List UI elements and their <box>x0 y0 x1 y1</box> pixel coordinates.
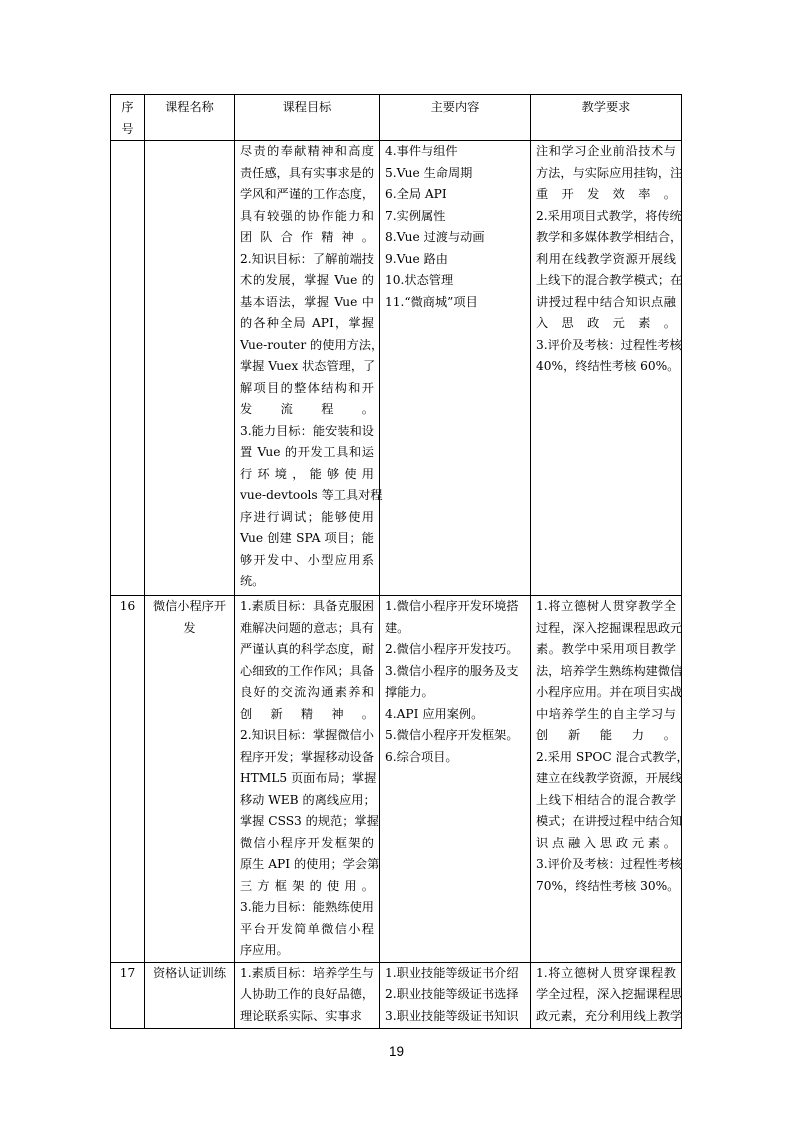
cell-line: 资格认证训练 <box>152 965 227 980</box>
teaching-requirement <box>531 596 689 963</box>
cell-line: 掌握 CSS3 的规范；掌握 <box>240 814 379 828</box>
cell-line: 7.实例属性 <box>385 208 446 223</box>
cell-line: 统。 <box>240 574 265 588</box>
row-number: 17 <box>111 962 145 1028</box>
cell-line: 模式；在讲授过程中结合知 <box>536 814 683 828</box>
main-content <box>380 962 531 1028</box>
cell-line: 2.知识目标：了解前端技 <box>240 251 374 266</box>
header-main-content: 主要内容 <box>380 95 531 141</box>
cell-line: 2.知识目标：掌握微信小 <box>240 728 374 742</box>
cell-line: 4.事件与组件 <box>385 144 458 158</box>
cell-line: 3.能力目标：能熟练使用 <box>240 900 374 914</box>
cell-line: 70%，终结性考核 30%。 <box>536 878 680 893</box>
cell-line: Vue 创建 SPA 项目；能 <box>240 531 374 545</box>
cell-line: 团队合作精神。 <box>240 230 374 244</box>
cell-line: 的各种全局 API，掌握 <box>240 316 374 330</box>
cell-line: 1.职业技能等级证书介绍 <box>385 965 519 980</box>
cell-line: 创新能力。 <box>536 728 676 742</box>
cell-line: 够开发中、小型应用系 <box>240 552 374 567</box>
main-content <box>380 141 531 596</box>
cell-line: 学全过程，深入挖掘课程思 <box>536 987 683 1001</box>
teaching-requirement <box>531 962 682 1028</box>
cell-line: 发 <box>183 620 196 635</box>
cell-line: 素。教学中采用项目教学 <box>536 642 676 656</box>
course-name <box>145 141 235 596</box>
cell-line: 基本语法，掌握 Vue 中 <box>240 294 374 309</box>
header-no-line-2: 号 <box>121 121 134 136</box>
cell-line: 原生 API 的使用；学会第 <box>240 857 380 871</box>
cell-line: 1.将立德树人贯穿教学全 <box>536 599 676 613</box>
cell-line: 重开发效率。 <box>536 187 676 201</box>
table-row <box>111 141 682 596</box>
cell-line: 2.职业技能等级证书选择 <box>385 987 519 1001</box>
header-course-name: 课程名称 <box>145 95 235 141</box>
cell-line: vue-devtools 等工具对程 <box>240 488 383 502</box>
header-teaching-requirement: 教学要求 <box>531 95 682 141</box>
cell-line: 解项目的整体结构和开 <box>240 380 374 395</box>
cell-line: 9.Vue 路由 <box>385 251 448 266</box>
cell-line: 创新精神。 <box>240 706 374 721</box>
course-objective <box>235 141 384 596</box>
cell-line: 建。 <box>385 620 410 635</box>
cell-line: 1.将立德树人贯穿课程教 <box>536 965 676 980</box>
cell-line: 具有较强的协作能力和 <box>240 208 374 223</box>
cell-line: 讲授过程中结合知识点融 <box>536 294 676 309</box>
cell-line: 5.微信小程序开发框架。 <box>385 728 519 742</box>
cell-line: 上线下相结合的混合教学 <box>536 792 676 807</box>
cell-line: 3.评价及考核：过程性考核 <box>536 857 682 871</box>
page-number: 19 <box>388 1044 405 1059</box>
cell-line: 6.综合项目。 <box>385 749 458 764</box>
cell-line: 3.职业技能等级证书知识 <box>385 1008 519 1023</box>
cell-line: 注和学习企业前沿技术与 <box>536 144 676 158</box>
cell-line: 尽责的奉献精神和高度 <box>240 144 374 158</box>
cell-line: 3.微信小程序的服务及支 <box>385 663 519 678</box>
cell-line: 序进行调试；能够使用 <box>240 509 374 524</box>
cell-line: Vue-router 的使用方法， <box>240 337 384 352</box>
cell-line: 1.素质目标：培养学生与 <box>240 965 374 980</box>
course-table <box>110 94 689 1029</box>
cell-line: 10.状态管理 <box>385 273 454 287</box>
cell-line: 严谨认真的科学态度，耐 <box>240 642 375 656</box>
cell-line: 人协助工作的良好品德， <box>240 987 375 1001</box>
cell-line: 术的发展，掌握 Vue 的 <box>240 273 374 287</box>
cell-line: 良好的交流沟通素养和 <box>240 685 374 699</box>
cell-line: 理论联系实际、实事求 <box>240 1008 362 1023</box>
course-objective <box>235 596 380 963</box>
cell-line: 3.评价及考核：过程性考核 <box>536 337 682 352</box>
cell-line: 小程序应用。并在项目实战 <box>536 685 683 699</box>
cell-line: 学风和严谨的工作态度， <box>240 187 375 201</box>
cell-line: 1.微信小程序开发环境搭 <box>385 599 519 613</box>
cell-line: 6.全局 API <box>385 187 447 201</box>
cell-line: 11.“微商城”项目 <box>385 294 478 309</box>
cell-line: 政元素，充分利用线上教学 <box>536 1008 683 1023</box>
cell-line: 法，培养学生熟练构建微信 <box>536 663 683 678</box>
main-content <box>380 596 531 963</box>
cell-line: 程序开发；掌握移动设备 <box>240 749 375 764</box>
cell-line: 难解决问题的意志；具有 <box>240 620 375 635</box>
cell-line: 4.API 应用案例。 <box>385 706 484 721</box>
cell-line: 2.采用项目式教学，将传统 <box>536 208 682 223</box>
cell-line: 发流程。 <box>240 402 374 416</box>
cell-line: 3.能力目标：能安装和设 <box>240 423 374 438</box>
cell-line: 责任感，具有实事求是的 <box>240 165 375 180</box>
cell-line: 5.Vue 生命周期 <box>385 165 473 180</box>
table-row <box>111 962 682 1028</box>
cell-line: 置 Vue 的开发工具和运 <box>240 445 374 459</box>
header-no-line-1: 序 <box>121 100 134 114</box>
cell-line: 掌握 Vuex 状态管理，了 <box>240 359 376 373</box>
cell-line: 建立在线教学资源，开展线 <box>536 771 683 785</box>
cell-line: 识点融入思政元素。 <box>536 835 676 850</box>
cell-line: 2.微信小程序开发技巧。 <box>385 642 519 656</box>
cell-line: 入思政元素。 <box>536 316 676 330</box>
cell-line: 微信小程序开发框架的 <box>240 835 374 850</box>
cell-line: 平台开发简单微信小程 <box>240 921 374 936</box>
cell-line: HTML5 页面布局；掌握 <box>240 771 377 785</box>
cell-line: 上线下的混合教学模式；在 <box>536 273 683 287</box>
cell-line: 方法，与实际应用挂钩，注 <box>536 165 683 180</box>
course-name <box>145 962 235 1028</box>
cell-line: 移动 WEB 的离线应用； <box>240 792 376 807</box>
cell-line: 中培养学生的自主学习与 <box>536 706 676 721</box>
header-course-objective: 课程目标 <box>235 95 380 141</box>
cell-line: 利用在线教学资源开展线 <box>536 251 676 266</box>
header-no <box>111 95 145 141</box>
table-row <box>111 596 682 963</box>
row-number <box>111 141 145 596</box>
cell-line: 过程，深入挖掘课程思政元 <box>536 620 683 635</box>
cell-line: 序应用。 <box>240 943 289 957</box>
course-objective <box>235 962 380 1028</box>
cell-line: 微信小程序开 <box>152 599 227 613</box>
table-header-row <box>111 95 682 141</box>
cell-line: 2.采用 SPOC 混合式教学， <box>536 749 689 764</box>
cell-line: 心细致的工作作风；具备 <box>240 663 375 678</box>
cell-line: 教学和多媒体教学相结合， <box>536 230 683 244</box>
cell-line: 三方框架的使用。 <box>240 878 374 893</box>
course-name <box>145 596 235 963</box>
cell-line: 行 环 境 ， 能 够 使 用 <box>240 466 374 481</box>
row-number: 16 <box>111 596 145 963</box>
cell-line: 40%，终结性考核 60%。 <box>536 359 680 373</box>
teaching-requirement <box>531 141 682 596</box>
cell-line: 1.素质目标：具备克服困 <box>240 599 374 613</box>
cell-line: 8.Vue 过渡与动画 <box>385 230 485 244</box>
cell-line: 撑能力。 <box>385 685 434 699</box>
